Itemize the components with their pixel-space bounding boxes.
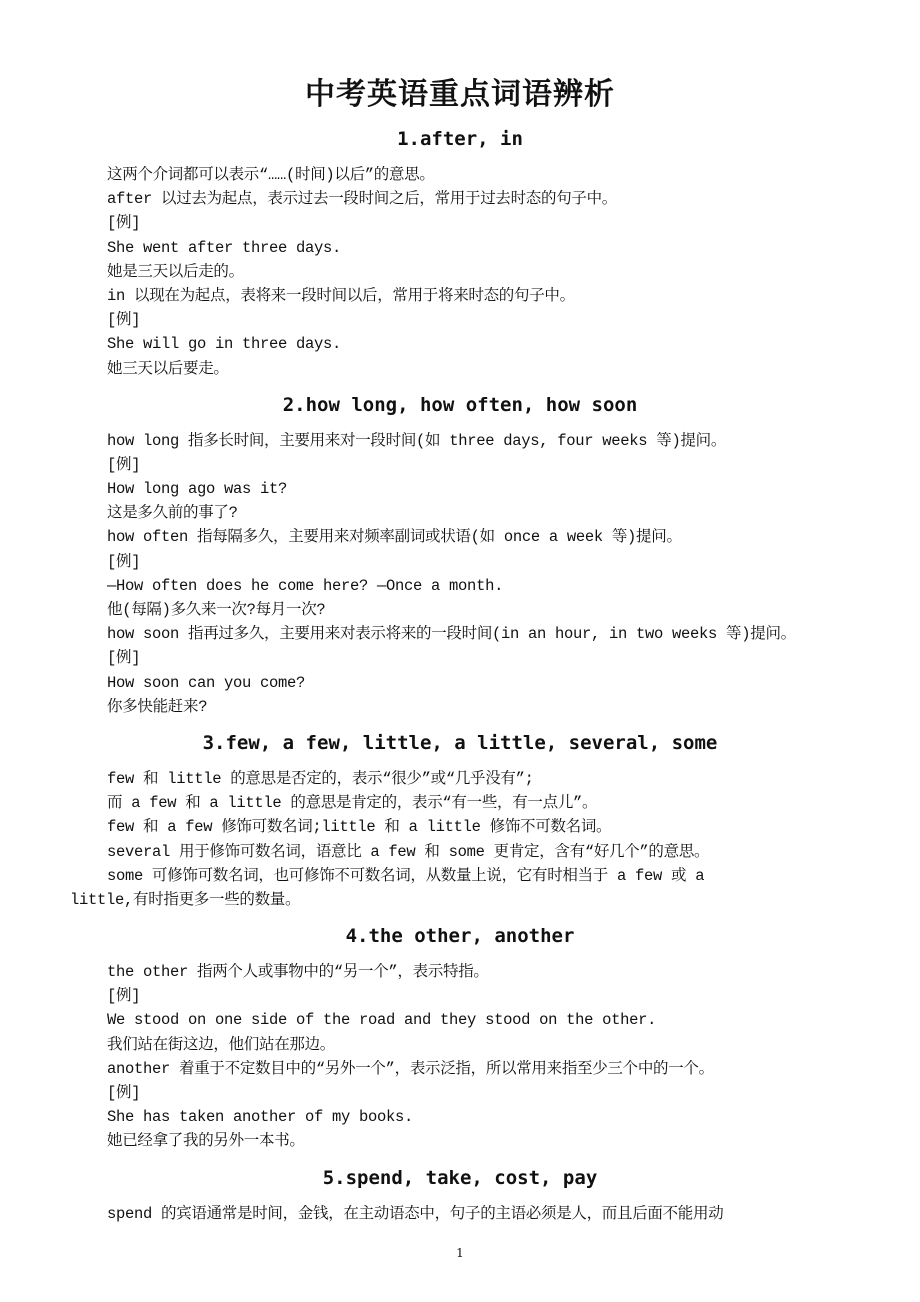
section-3 bbox=[0, 719, 920, 912]
text-line: few 和 a few 修饰可数名词;little 和 a little 修饰不可数名词。 bbox=[107, 818, 612, 837]
text-line: after 以过去为起点，表示过去一段时间之后，常用于过去时态的句子中。 bbox=[107, 190, 618, 209]
text-line: in 以现在为起点，表将来一段时间以后，常用于将来时态的句子中。 bbox=[107, 286, 575, 305]
text-line: We stood on one side of the road and they stood on the other. bbox=[107, 1011, 657, 1030]
document-body bbox=[0, 115, 920, 1226]
text-line: some 可修饰可数名词，也可修饰不可数名词，从数量上说，它有时相当于 a few 或 a bbox=[107, 866, 705, 885]
text-line: 而 a few 和 a little 的意思是肯定的，表示“有一些，有一点儿”。 bbox=[107, 794, 598, 813]
text-line: 你多快能赶来? bbox=[107, 697, 208, 716]
text-line: spend 的宾语通常是时间，金钱，在主动语态中，句子的主语必须是人，而且后面不能用动 bbox=[107, 1204, 724, 1223]
text-line: How soon can you come? bbox=[107, 673, 306, 692]
section-4 bbox=[0, 912, 920, 1154]
text-line: She went after three days. bbox=[107, 238, 342, 257]
text-line: —How often does he come here? —Once a month. bbox=[107, 576, 504, 595]
section-heading: 1.after, in bbox=[397, 128, 523, 150]
text-line: [例] bbox=[107, 311, 141, 330]
document-title: 中考英语重点词语辨析 bbox=[305, 77, 615, 112]
section-heading: 5.spend, take, cost, pay bbox=[322, 1166, 598, 1189]
section-heading: 2.how long, how often, how soon bbox=[282, 393, 638, 416]
text-line: 这两个介词都可以表示“……(时间)以后”的意思。 bbox=[107, 166, 435, 184]
text-line-continuation: little,有时指更多一些的数量。 bbox=[70, 890, 301, 909]
text-line: the other 指两个人或事物中的“另一个”，表示特指。 bbox=[107, 963, 489, 982]
text-line: [例] bbox=[107, 214, 141, 233]
text-line: [例] bbox=[107, 649, 141, 668]
text-line: 她已经拿了我的另外一本书。 bbox=[107, 1132, 305, 1151]
section-1 bbox=[0, 115, 920, 381]
section-heading: 3.few, a few, little, a little, several, some bbox=[202, 731, 718, 754]
section-5 bbox=[0, 1154, 920, 1226]
text-line: 她是三天以后走的。 bbox=[107, 262, 244, 281]
text-line: 她三天以后要走。 bbox=[107, 359, 229, 378]
text-line: 这是多久前的事了? bbox=[107, 504, 238, 523]
text-line: how soon 指再过多久，主要用来对表示将来的一段时间(in an hour, in two weeks 等)提问。 bbox=[107, 625, 796, 644]
text-line: 他(每隔)多久来一次?每月一次? bbox=[107, 601, 326, 619]
section-heading: 4.the other, another bbox=[345, 925, 575, 948]
text-line: several 用于修饰可数名词，语意比 a few 和 some 更肯定，含有“好几个”的意思。 bbox=[107, 842, 710, 861]
page-number: 1 bbox=[456, 1246, 464, 1260]
text-line: She will go in three days. bbox=[107, 335, 342, 354]
text-line: how often 指每隔多久，主要用来对频率副词或状语(如 once a week 等)提问。 bbox=[107, 528, 682, 547]
section-2 bbox=[0, 381, 920, 719]
text-line: [例] bbox=[107, 552, 141, 571]
text-line: [例] bbox=[107, 987, 141, 1006]
text-line: She has taken another of my books. bbox=[107, 1108, 414, 1127]
text-line: 我们站在街这边，他们站在那边。 bbox=[107, 1035, 336, 1054]
text-line: few 和 little 的意思是否定的，表示“很少”或“几乎没有”; bbox=[107, 769, 534, 788]
text-line: How long ago was it? bbox=[107, 480, 288, 499]
text-line: [例] bbox=[107, 1084, 141, 1102]
text-line: another 着重于不定数目中的“另外一个”，表示泛指，所以常用来指至少三个中的一个。 bbox=[107, 1059, 714, 1078]
text-line: how long 指多长时间，主要用来对一段时间(如 three days, four weeks 等)提问。 bbox=[107, 431, 727, 450]
text-line: [例] bbox=[107, 455, 141, 474]
